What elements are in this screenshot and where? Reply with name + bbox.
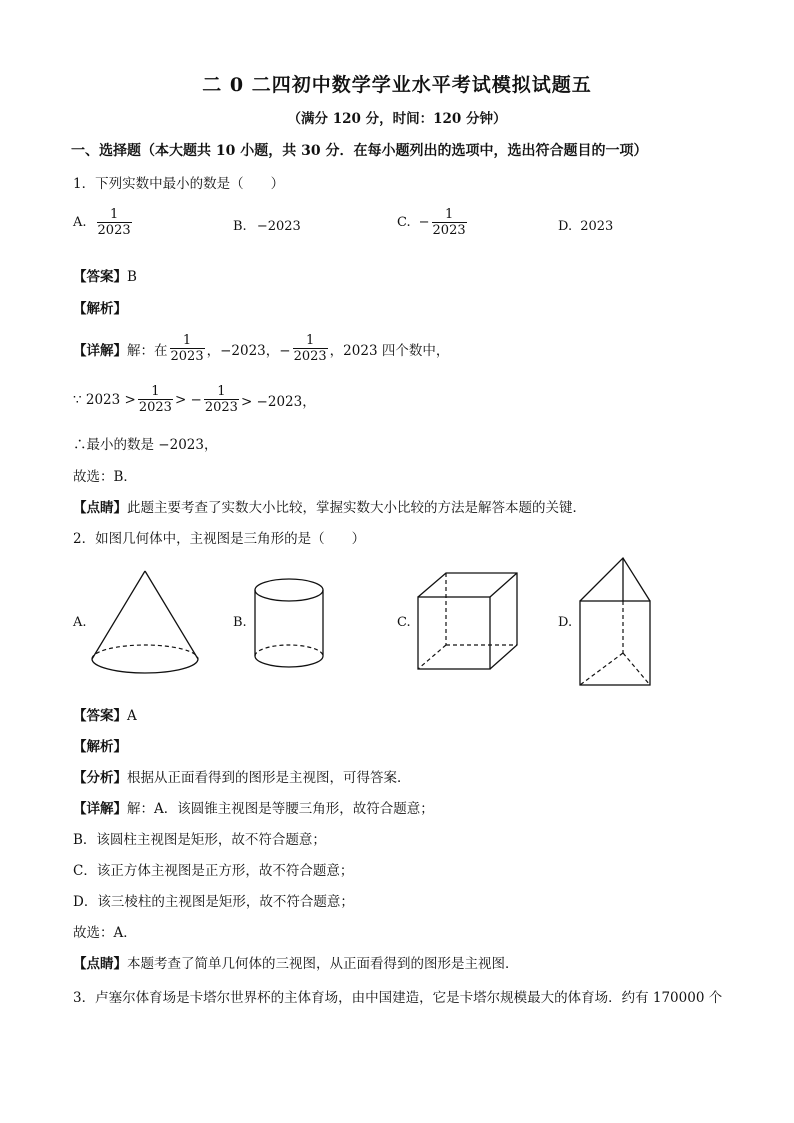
fraction-numerator: 1 bbox=[444, 207, 454, 222]
q1-conclusion: ∴最小的数是 −2023， bbox=[73, 437, 218, 453]
detail-mid: ，−2023，− bbox=[206, 342, 291, 359]
fraction-denominator: 2023 bbox=[293, 349, 327, 364]
analysis-tag-2: 【分析】 bbox=[73, 770, 127, 786]
q2-analysis bbox=[73, 766, 411, 786]
fraction-numerator: 1 bbox=[151, 384, 160, 399]
q1-option-b-label: B. bbox=[233, 219, 247, 234]
q2-comment bbox=[73, 952, 519, 972]
q2-detail-b: B．该圆柱主视图是矩形，故不符合题意； bbox=[73, 832, 326, 848]
analysis-text: 根据从正面看得到的图形是主视图，可得答案． bbox=[127, 770, 411, 786]
fraction-denominator: 2023 bbox=[97, 223, 131, 238]
q1-option-d-label: D. bbox=[558, 219, 573, 234]
answer-tag: 【答案】 bbox=[73, 708, 127, 724]
answer-tag: 【答案】 bbox=[73, 269, 127, 285]
q2-option-b-label: B. bbox=[233, 615, 247, 630]
answer-value: B bbox=[127, 269, 137, 285]
q2-detail-d: D．该三棱柱的主视图是矩形，故不符合题意； bbox=[73, 894, 354, 910]
fraction-denominator: 2023 bbox=[138, 400, 172, 415]
comment-text: 本题考查了简单几何体的三视图，从正面看得到的图形是主视图． bbox=[127, 956, 519, 972]
comment-tag: 【点睛】 bbox=[73, 500, 127, 516]
exam-subtitle: （满分 120 分，时间：120 分钟） bbox=[287, 111, 507, 127]
q1-stem: 1．下列实数中最小的数是（ ） bbox=[73, 176, 285, 192]
q1-option-c-sign: − bbox=[418, 215, 430, 230]
q2-option-d-label: D. bbox=[558, 615, 573, 630]
detail-prefix: 解：在 bbox=[127, 342, 168, 359]
detail-tag: 【详解】 bbox=[73, 342, 127, 359]
answer-value: A bbox=[127, 708, 137, 724]
page-title: 二 0 二四初中数学学业水平考试模拟试题五 bbox=[202, 74, 592, 96]
fraction-numerator: 1 bbox=[182, 333, 192, 348]
q2-option-a-label: A. bbox=[73, 615, 87, 630]
analysis-tag: 【解析】 bbox=[73, 301, 127, 317]
q1-option-c-label: C. bbox=[397, 215, 411, 230]
q2-answer bbox=[73, 704, 137, 724]
analysis-tag: 【解析】 bbox=[73, 739, 127, 755]
comment-tag: 【点睛】 bbox=[73, 956, 127, 972]
detail-tag: 【详解】 bbox=[73, 801, 127, 817]
fraction-numerator: 1 bbox=[305, 333, 315, 348]
q2-detail-a bbox=[73, 797, 434, 817]
detail-suffix: ，2023 四个数中， bbox=[329, 342, 450, 359]
q1-option-b-value: −2023 bbox=[256, 219, 301, 234]
cube-figure bbox=[418, 573, 517, 669]
fraction-numerator: 1 bbox=[217, 384, 226, 399]
q2-choose: 故选：A． bbox=[73, 925, 137, 941]
q2-detail-c: C．该正方体主视图是正方形，故不符合题意； bbox=[73, 863, 354, 879]
cylinder-figure bbox=[255, 579, 323, 667]
q2-option-c-label: C. bbox=[397, 615, 411, 630]
compare-mid: > − bbox=[174, 391, 202, 408]
q1-choose: 故选：B． bbox=[73, 469, 137, 485]
cone-figure bbox=[92, 571, 198, 673]
detail-text: 解：A．该圆锥主视图是等腰三角形，故符合题意； bbox=[127, 801, 434, 817]
q2-stem: 2．如图几何体中，主视图是三角形的是（ ） bbox=[73, 531, 366, 547]
q1-option-a-label: A. bbox=[73, 215, 87, 230]
q1-option-d-value: 2023 bbox=[580, 219, 614, 234]
q2-analysis-tag bbox=[73, 735, 127, 755]
compare-suffix: > −2023， bbox=[240, 393, 316, 410]
section-heading: 一、选择题（本大题共 10 小题，共 30 分．在每小题列出的选项中，选出符合题目的一项） bbox=[71, 143, 648, 159]
prism-figure bbox=[580, 558, 650, 685]
fraction-numerator: 1 bbox=[109, 207, 119, 222]
fraction-denominator: 2023 bbox=[170, 349, 204, 364]
fraction-denominator: 2023 bbox=[204, 400, 238, 415]
fraction-denominator: 2023 bbox=[432, 223, 466, 238]
comment-text: 此题主要考查了实数大小比较，掌握实数大小比较的方法是解答本题的关键． bbox=[127, 500, 586, 516]
q3-stem: 3．卢塞尔体育场是卡塔尔世界杯的主体育场，由中国建造，它是卡塔尔规模最大的体育场．约有 170000 个 bbox=[73, 990, 723, 1006]
compare-prefix: ∵ 2023 > bbox=[73, 391, 136, 408]
